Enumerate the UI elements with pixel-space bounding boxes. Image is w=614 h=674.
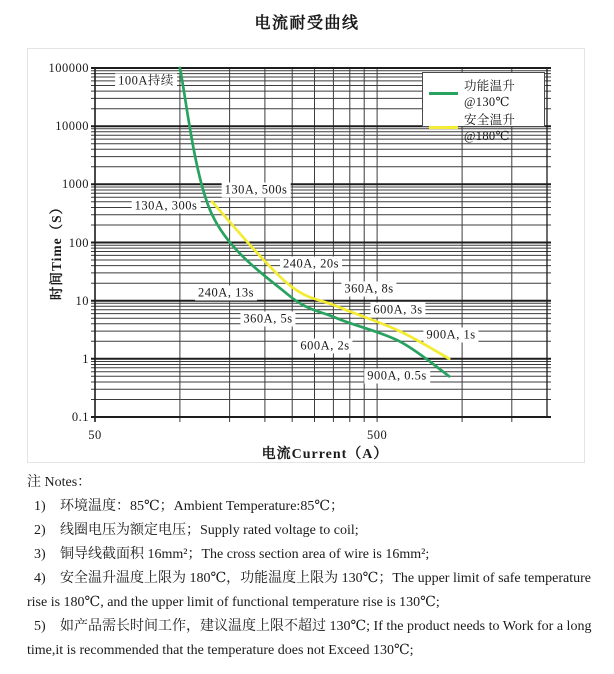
note-text: 线圈电压为额定电压；Supply rated voltage to coil; bbox=[60, 523, 359, 538]
note-item bbox=[27, 615, 594, 663]
note-item bbox=[27, 543, 594, 567]
annotation-label: 130A, 300s bbox=[132, 199, 201, 214]
x-tick-label: 50 bbox=[88, 428, 102, 442]
note-text: 环境温度：85℃；Ambient Temperature:85℃； bbox=[60, 499, 344, 514]
legend-swatch-functional-line bbox=[429, 92, 458, 95]
note-item bbox=[27, 495, 594, 519]
page-title: 电流耐受曲线 bbox=[254, 15, 360, 32]
legend-label-functional: 功能温升@130℃ bbox=[464, 79, 516, 109]
notes-list bbox=[27, 495, 594, 663]
notes-heading: 注 Notes： bbox=[27, 475, 92, 490]
note-item bbox=[27, 519, 594, 543]
y-tick-label: 1000 bbox=[62, 177, 89, 192]
note-text: 铜导线截面积 16mm²；The cross section area of wire is 16mm²; bbox=[60, 547, 430, 562]
annotation-label: 100A持续 bbox=[115, 74, 177, 89]
annotation-label: 360A, 5s bbox=[240, 312, 295, 327]
note-number: 1) bbox=[34, 499, 46, 514]
legend-row-safety bbox=[423, 110, 544, 144]
y-axis-title: 时间Time（S） bbox=[49, 199, 64, 301]
legend-swatch-safety-line bbox=[429, 126, 458, 129]
note-item bbox=[27, 567, 594, 615]
y-tick-label: 100 bbox=[68, 235, 89, 250]
x-axis-title: 电流Current（A） bbox=[261, 447, 389, 462]
legend bbox=[422, 72, 545, 143]
annotation-label: 600A, 3s bbox=[370, 303, 425, 318]
legend-label-safety: 安全温升@180℃ bbox=[464, 113, 516, 143]
note-text: 安全温升温度上限为 180℃，功能温度上限为 130℃；The upper limit of safe temperature rise is 180℃, and the upper limit of functional temperature rise is 130℃; bbox=[27, 571, 591, 610]
annotation-label: 360A, 8s bbox=[341, 282, 396, 297]
y-tick-label: 100000 bbox=[48, 61, 89, 75]
note-number: 3) bbox=[34, 547, 46, 562]
y-tick-label: 1 bbox=[82, 351, 89, 366]
annotation-label: 900A, 0.5s bbox=[364, 369, 430, 384]
annotation-label: 900A, 1s bbox=[423, 328, 478, 343]
x-tick-label: 500 bbox=[367, 428, 388, 442]
note-number: 4) bbox=[34, 571, 46, 586]
notes-section bbox=[27, 471, 594, 663]
y-tick-label: 10000 bbox=[55, 119, 89, 134]
annotation-label: 240A, 20s bbox=[280, 257, 342, 272]
note-number: 2) bbox=[34, 523, 46, 538]
note-number: 5) bbox=[34, 619, 46, 634]
y-tick-label: 0.1 bbox=[71, 410, 89, 424]
annotation-label: 240A, 13s bbox=[195, 286, 257, 301]
legend-row-functional bbox=[423, 76, 544, 110]
note-text: 如产品需长时间工作，建议温度上限不超过 130℃; If the product needs to Work for a long time,it is recommended that the temperature does not Exceed 130℃; bbox=[27, 619, 592, 658]
annotation-label: 130A, 500s bbox=[222, 183, 291, 198]
y-tick-label: 10 bbox=[75, 293, 89, 308]
annotation-label: 600A, 2s bbox=[297, 339, 352, 354]
